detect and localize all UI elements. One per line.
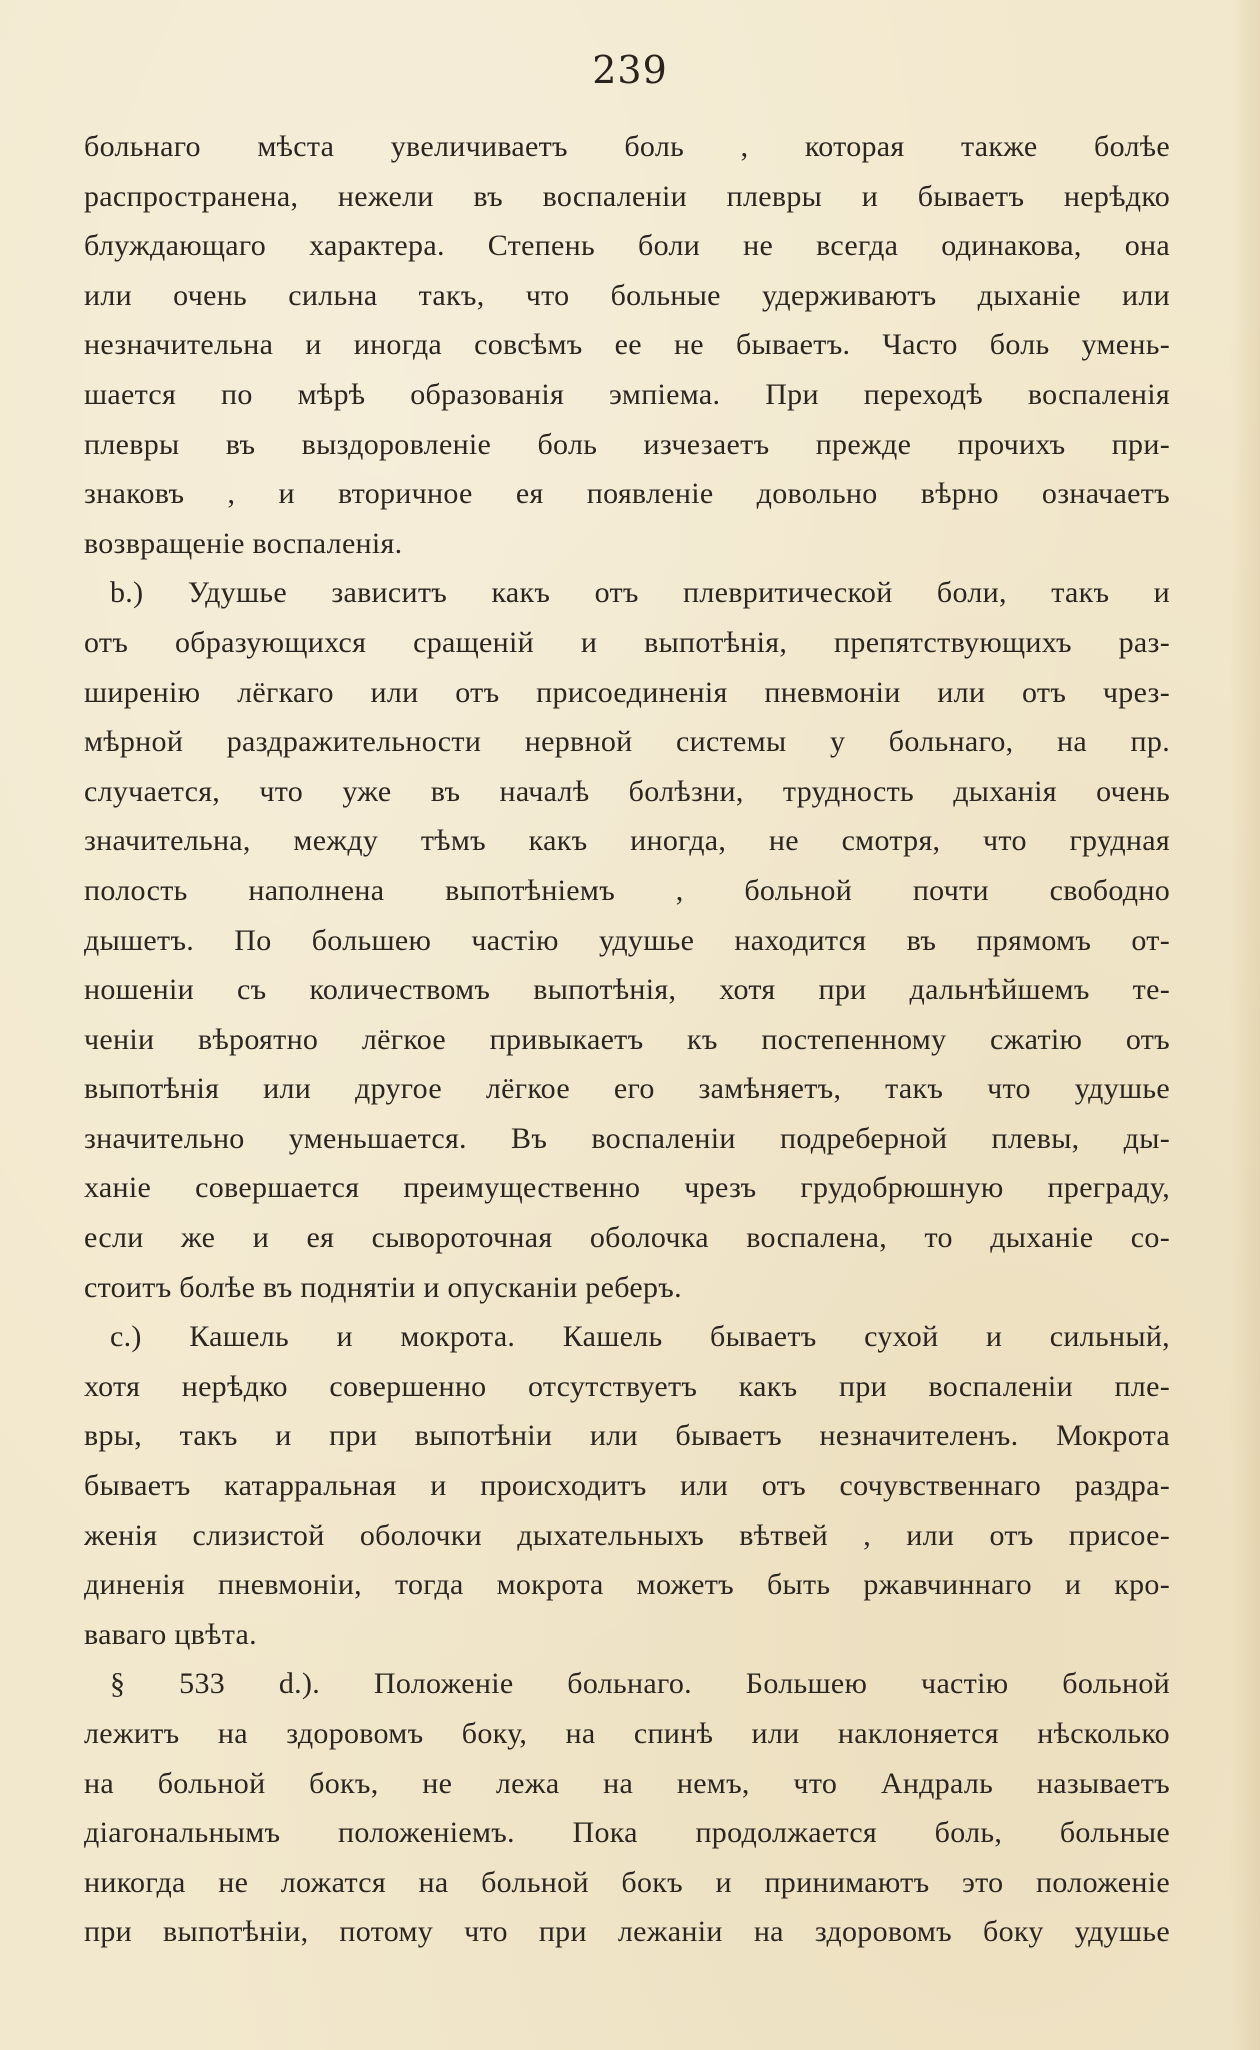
text-line — [84, 519, 1170, 569]
text-line-content: полость наполнена выпотѣніемъ , больной почти свободно — [84, 873, 1170, 907]
text-line-content: b.) Удушье зависитъ какъ отъ плевритической боли, такъ и — [110, 576, 1170, 610]
text-line — [84, 221, 1170, 271]
text-line-content: ченіи вѣроятно лёгкое привыкаетъ къ постепенному сжатію отъ — [84, 1022, 1170, 1056]
text-line — [84, 1610, 1170, 1660]
text-line-content: знаковъ , и вторичное ея появленіе довольно вѣрно означаетъ — [84, 477, 1170, 511]
text-line — [84, 1114, 1170, 1164]
text-line-content: шается по мѣрѣ образованія эмпіема. При переходѣ воспаленія — [84, 377, 1170, 411]
text-line — [84, 816, 1170, 866]
text-line — [84, 767, 1170, 817]
text-line-content: мѣрной раздражительности нервной системы у больнаго, на пр. — [84, 725, 1170, 759]
text-line-content: никогда не ложатся на больной бокъ и принимаютъ это положеніе — [84, 1865, 1170, 1899]
text-line — [84, 1213, 1170, 1263]
text-line — [84, 1461, 1170, 1511]
text-line-content: плевры въ выздоровленіе боль изчезаетъ прежде прочихъ при- — [84, 427, 1170, 461]
text-line-content: если же и ея сывороточная оболочка воспалена, то дыханіе со- — [84, 1221, 1170, 1255]
text-line — [84, 965, 1170, 1015]
page-number: 239 — [592, 48, 668, 92]
text-line-content: или очень сильна такъ, что больные удерживаютъ дыханіе или — [84, 278, 1170, 312]
text-line — [84, 1759, 1170, 1809]
text-line-content: значительна, между тѣмъ какъ иногда, не смотря, что грудная — [84, 824, 1170, 858]
text-line-content: хотя нерѣдко совершенно отсутствуетъ какъ при воспаленіи пле- — [84, 1369, 1170, 1403]
text-line-content: женія слизистой оболочки дыхательныхъ вѣтвей , или отъ присое- — [84, 1518, 1170, 1552]
text-line — [84, 122, 1170, 172]
text-line-content: ширенію лёгкаго или отъ присоединенія пневмоніи или отъ чрез- — [84, 675, 1170, 709]
text-line — [84, 668, 1170, 718]
text-line — [84, 1411, 1170, 1461]
text-line-content: лежитъ на здоровомъ боку, на спинѣ или наклоняется нѣсколько — [84, 1717, 1170, 1750]
text-line — [84, 568, 1170, 618]
text-line-content: ваваго цвѣта. — [84, 1617, 257, 1651]
text-line — [84, 1907, 1170, 1957]
text-line — [84, 1263, 1170, 1313]
text-line — [84, 420, 1170, 470]
text-line-content: ханіе совершается преимущественно чрезъ грудобрюшную преграду, — [84, 1171, 1170, 1205]
text-line — [84, 866, 1170, 916]
text-line — [84, 469, 1170, 519]
text-line-content: диненія пневмоніи, тогда мокрота можетъ быть ржавчиннаго и кро- — [84, 1568, 1170, 1602]
text-line — [84, 271, 1170, 321]
text-line — [84, 1312, 1170, 1362]
text-line — [84, 370, 1170, 420]
text-line — [84, 916, 1170, 966]
text-line — [84, 717, 1170, 767]
text-line — [84, 1362, 1170, 1412]
text-line — [84, 1659, 1170, 1709]
text-line — [84, 618, 1170, 668]
text-line-content: дышетъ. По большею частію удушье находится въ прямомъ от- — [84, 923, 1170, 957]
text-line — [84, 1808, 1170, 1858]
body-text — [84, 122, 1170, 1957]
text-line-content: ношеніи съ количествомъ выпотѣнія, хотя при дальнѣйшемъ те- — [84, 973, 1170, 1007]
text-line — [84, 320, 1170, 370]
text-line-content: § 533 d.). Положеніе больнаго. Большею частію больной — [110, 1667, 1170, 1701]
text-line — [84, 1560, 1170, 1610]
text-line-content: бываетъ катарральная и происходитъ или отъ сочувственнаго раздра- — [84, 1469, 1170, 1503]
text-line-content: значительно уменьшается. Въ воспаленіи подреберной плевы, ды- — [84, 1121, 1170, 1155]
text-line-content: случается, что уже въ началѣ болѣзни, трудность дыханія очень — [84, 774, 1170, 808]
text-line-content: c.) Кашель и мокрота. Кашель бываетъ сухой и сильный, — [110, 1320, 1170, 1354]
text-line-content: стоитъ болѣе въ поднятіи и опусканіи реберъ. — [84, 1270, 682, 1304]
text-line-content: выпотѣнія или другое лёгкое его замѣняетъ, такъ что удушье — [84, 1072, 1170, 1106]
text-line — [84, 1709, 1170, 1759]
text-line — [84, 1015, 1170, 1065]
text-line — [84, 172, 1170, 222]
text-line — [84, 1858, 1170, 1908]
page-edge-shading — [1230, 0, 1260, 2050]
text-line-content: распространена, нежели въ воспаленіи плевры и бываетъ нерѣдко — [84, 179, 1170, 213]
text-line-content: незначительна и иногда совсѣмъ ее не бываетъ. Часто боль умень- — [84, 328, 1170, 362]
text-line-content: отъ образующихся сращеній и выпотѣнія, препятствующихъ раз- — [84, 625, 1170, 659]
text-line — [84, 1163, 1170, 1213]
text-line — [84, 1064, 1170, 1114]
text-line-content: возвращеніе воспаленія. — [84, 526, 403, 560]
text-line-content: больнаго мѣста увеличиваетъ боль , которая также болѣе — [84, 130, 1170, 163]
text-line-content: діагональнымъ положеніемъ. Пока продолжается боль, больные — [84, 1816, 1170, 1850]
text-line-content: при выпотѣніи, потому что при лежаніи на здоровомъ боку удушье — [84, 1915, 1170, 1949]
text-line-content: вры, такъ и при выпотѣніи или бываетъ незначителенъ. Мокрота — [84, 1419, 1170, 1453]
text-line-content: блуждающаго характера. Степень боли не всегда одинакова, она — [84, 229, 1170, 263]
text-line-content: на больной бокъ, не лежа на немъ, что Андраль называетъ — [84, 1766, 1170, 1800]
text-line — [84, 1511, 1170, 1561]
